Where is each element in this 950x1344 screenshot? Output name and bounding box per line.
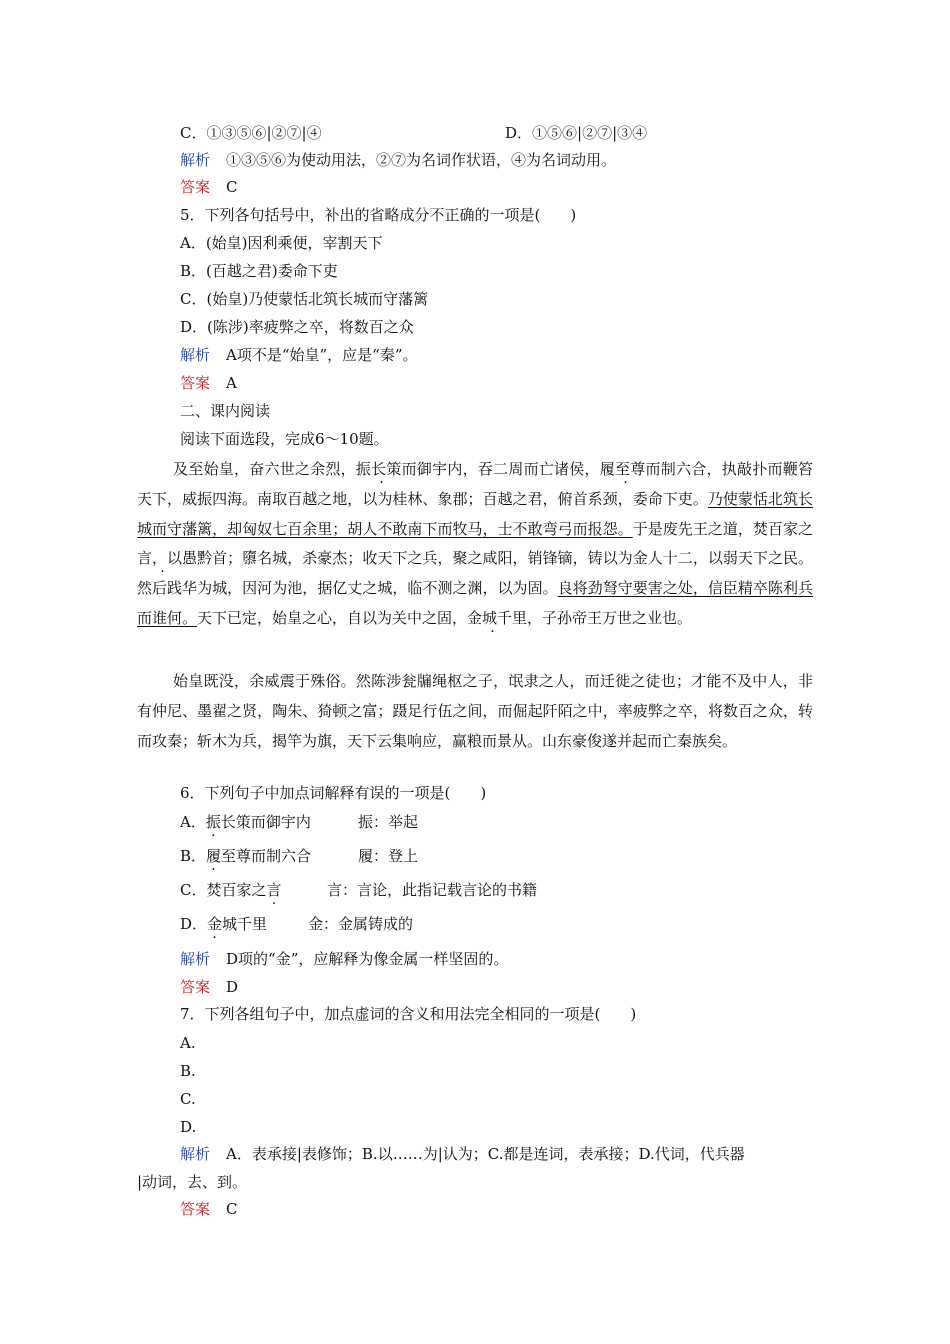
answer-text: D [226,978,239,996]
analysis-text: D项的“金”，应解释为像金属一样坚固的。 [226,950,509,968]
section-heading: 二、课内阅读 [180,402,271,420]
q7-option-b: B. [180,1062,196,1080]
answer-label: 答案 [180,978,211,996]
q7-stem: 7．下列各组句子中，加点虚词的含义和用法完全相同的一项是( ) [180,1005,637,1023]
dotted-word: 振 [355,460,372,478]
answer-text: C [226,178,238,196]
passage-paragraph-2: 始皇既没，余威震于殊俗。然陈涉瓮牖绳枢之子，氓隶之人，而迁徙之徒也；才能不及中人，非有仲尼、墨翟之贤，陶朱、猗顿之富；蹑足行伍之间，而倔起阡陌之中，率疲弊之卒，将数百之众，转而攻秦；斩木为兵，揭竿为旗，天下云集响应，赢粮而景从。山东豪俊遂并起而亡秦族矣。 [137,672,813,750]
option-prefix: C．焚百家之 [180,881,267,899]
answer-text: C [226,1200,238,1218]
answer-text: A [226,374,237,392]
underlined-sentence: 良将劲弩守要害之处，信臣精卒陈利兵而谁何。 [137,579,813,627]
dotted-word: 履 [206,847,222,865]
q7-answer [180,1199,238,1219]
q6-option-c-gloss: 言：言论，此指记载言论的书籍 [327,881,538,899]
section-instruction: 阅读下面选段，完成6～10题。 [180,430,389,448]
passage-text: 及至始皇，奋六世之余烈， [173,460,356,478]
q5-analysis [180,345,418,365]
analysis-label: 解析 [180,151,211,169]
q6-stem: 6．下列句子中加点词解释有误的一项是( ) [180,784,487,802]
passage-text: 城千里，子孙帝王万世之业也。 [482,608,693,627]
q7-option-a: A. [180,1034,196,1052]
q5-option-d: D．(陈涉)率疲弊之卒，将数百之众 [180,318,414,336]
option-text: 至尊而制六合 [221,847,312,865]
q6-answer [180,977,238,997]
analysis-label: 解析 [180,346,211,364]
q7-analysis-continued: |动词，去、到。 [137,1173,248,1191]
underlined-sentence: 乃使蒙恬北筑长城而守藩篱，却匈奴七百余里；胡人不敢南下而牧马，士不敢弯弓而报怨。 [137,489,813,538]
answer-label: 答案 [180,1200,211,1218]
dotted-word: 金 [467,608,483,627]
passage-text: 长策而御宇内，吞二周而亡诸侯， [371,460,600,478]
q4-analysis [180,150,616,170]
dotted-word: 金 [207,915,223,933]
q6-option-b [180,846,311,866]
q7-analysis [180,1144,745,1164]
passage-text: 至尊而制六合，执敲扑而鞭笞天下，威振四海。南取百越之地，以为桂林、象郡；百越之君，俯首系颈，委命下吏。 [137,460,813,508]
q5-answer [180,373,237,393]
analysis-text: A．表承接|表修饰；B.以……为|认为；C.都是连词，表承接；D.代词，代兵器 [226,1145,745,1163]
answer-label: 答案 [180,374,211,392]
dotted-word: 履 [599,460,616,478]
q6-option-a [180,812,311,832]
dotted-word: 言 [266,881,282,899]
dotted-word: 言 [137,549,153,568]
q6-option-a-gloss: 振：举起 [358,813,419,831]
q7-option-d: D. [180,1118,197,1136]
q6-option-d [180,914,267,934]
q6-option-b-gloss: 履：登上 [358,847,419,865]
q4-answer [180,177,238,197]
q5-option-c: C．(始皇)乃使蒙恬北筑长城而守藩篱 [180,290,429,308]
option-text: 城千里 [222,915,268,933]
q4-option-d: D．①⑤⑥|②⑦|③④ [505,124,648,142]
passage-text: ，以愚黔首；隳名城，杀豪杰；收天下之兵，聚之咸阳，销锋镝，铸以为金人十二，以弱天下之民。然后践华为城，因河为池，据亿丈之城，临不测之渊，以为固。 [137,549,813,598]
option-prefix: D． [180,915,208,933]
option-prefix: A． [180,813,206,831]
q6-analysis [180,949,508,969]
option-prefix: B． [180,847,207,865]
analysis-text: ①③⑤⑥为使动用法，②⑦为名词作状语，④为名词动用。 [226,151,617,169]
q4-option-c: C．①③⑤⑥|②⑦|④ [180,124,322,142]
passage-paragraph-1 [137,455,813,634]
analysis-text: A项不是“始皇”，应是“秦”。 [226,346,418,364]
analysis-label: 解析 [180,950,211,968]
passage-text: 于是废先王之道，焚百家之 [632,519,813,538]
answer-label: 答案 [180,178,211,196]
analysis-label: 解析 [180,1145,211,1163]
q6-option-d-gloss: 金：金属铸成的 [308,915,414,933]
dotted-word: 振 [205,813,221,831]
option-text: 长策而御宇内 [220,813,311,831]
q5-option-b: B．(百越之君)委命下吏 [180,262,338,280]
q7-option-c: C. [180,1090,196,1108]
q6-option-c [180,880,282,900]
q5-stem: 5．下列各句括号中，补出的省略成分不正确的一项是( ) [180,206,577,224]
passage-text: 天下已定，始皇之心，自以为关中之固， [197,608,468,627]
q5-option-a: A．(始皇)因利乘便，宰割天下 [180,234,383,252]
